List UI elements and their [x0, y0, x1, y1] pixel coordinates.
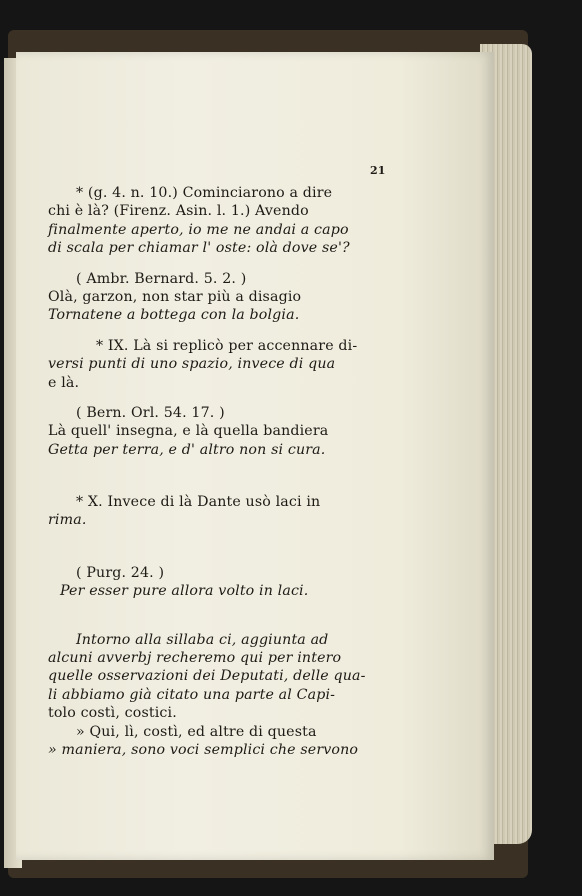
quotation-3 [48, 564, 368, 601]
verse-line: Olà, garzon, non star più a disagio [48, 288, 302, 305]
text-line: * X. Invece di là Dante usò laci in [76, 494, 321, 511]
text-line: » maniera, sono voci semplici che servono [48, 741, 359, 758]
quotation-1 [48, 270, 368, 325]
text-line: * (g. 4. n. 10.) Cominciarono a dire [76, 185, 333, 201]
verse-line: Per esser pure allora volto in laci. [60, 583, 309, 600]
book-page [16, 52, 494, 860]
text-line: chi è là? (Firenz. Asin. l. 1.) Avendo [48, 203, 309, 220]
citation: ( Purg. 24. ) [76, 564, 165, 581]
text-line: e là. [48, 374, 80, 391]
citation: ( Ambr. Bernard. 5. 2. ) [76, 270, 247, 287]
page-text [48, 164, 386, 759]
text-line: tolo costì, costici. [48, 705, 177, 722]
text-line: » Qui, lì, costì, ed altre di questa [76, 723, 317, 740]
text-line: * IX. Là si replicò per accennare di- [96, 337, 358, 354]
page-number: 21 [370, 164, 386, 177]
text-line: alcuni avverbj recheremo qui per intero [48, 650, 342, 667]
text-line: quelle osservazioni dei Deputati, delle qua- [48, 668, 366, 685]
citation: ( Bern. Orl. 54. 17. ) [76, 404, 225, 421]
paragraph-4 [48, 631, 368, 760]
paragraph-3 [48, 493, 368, 530]
verse-line: Là quell' insegna, e là quella bandiera [48, 423, 329, 440]
paragraph-1 [48, 184, 368, 258]
text-line: finalmente aperto, io me ne andai a capo [48, 221, 349, 238]
text-line: versi punti di uno spazio, invece di qua [48, 356, 336, 373]
text-line: rima. [48, 512, 87, 529]
text-line: li abbiamo già citato una parte al Capi- [48, 686, 336, 703]
verse-line: Getta per terra, e d' altro non si cura. [48, 441, 326, 458]
verse-line: Tornatene a bottega con la bolgia. [48, 307, 300, 324]
paragraph-2 [48, 337, 368, 392]
quotation-2 [48, 404, 368, 459]
text-line: di scala per chiamar l' oste: olà dove se'? [48, 240, 350, 257]
text-line: Intorno alla sillaba ci, aggiunta ad [76, 631, 329, 648]
